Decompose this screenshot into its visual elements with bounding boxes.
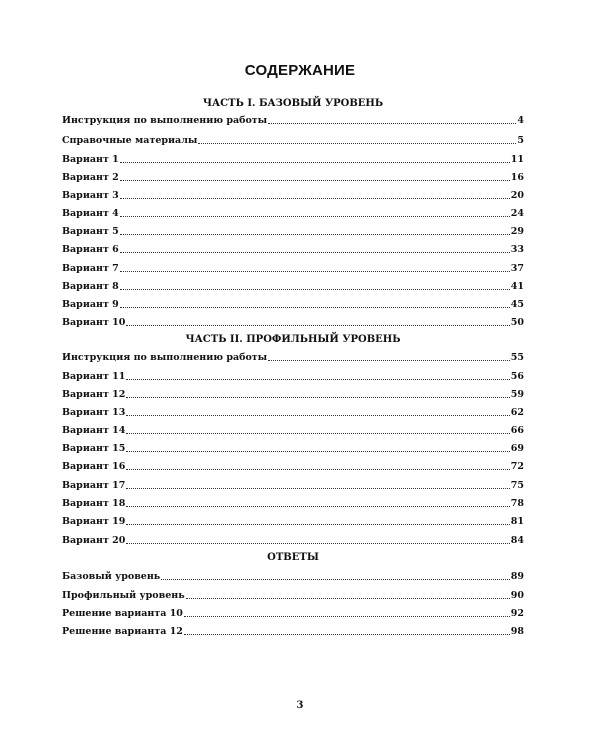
entry-label: Базовый уровень	[62, 571, 161, 582]
dot-leader	[184, 616, 510, 617]
entry-page: 66	[510, 425, 524, 436]
dot-leader	[186, 598, 510, 599]
section-heading-answers: ОТВЕТЫ	[267, 552, 319, 563]
toc-entry[interactable]	[62, 460, 524, 472]
entry-label: Вариант 17	[62, 480, 126, 491]
entry-label: Вариант 20	[62, 535, 126, 546]
dot-leader	[126, 488, 509, 489]
dot-leader	[120, 271, 510, 272]
entry-label: Вариант 2	[62, 172, 119, 183]
entry-label: Вариант 3	[62, 190, 119, 201]
entry-label: Решение варианта 10	[62, 608, 183, 619]
entry-page: 29	[510, 226, 524, 237]
dot-leader	[120, 180, 510, 181]
toc-entry[interactable]	[62, 114, 524, 126]
entry-page: 11	[510, 154, 524, 165]
toc-entry[interactable]	[62, 570, 524, 582]
dot-leader	[120, 216, 510, 217]
entry-page: 98	[510, 626, 524, 637]
toc-entry[interactable]	[62, 262, 524, 274]
toc-entry[interactable]	[62, 625, 524, 637]
toc-entry[interactable]	[62, 424, 524, 436]
toc-entry[interactable]	[62, 497, 524, 509]
dot-leader	[120, 162, 510, 163]
dot-leader	[120, 307, 510, 308]
dot-leader	[120, 289, 510, 290]
entry-label: Вариант 5	[62, 226, 119, 237]
entry-label: Вариант 18	[62, 498, 126, 509]
entry-label: Вариант 1	[62, 154, 119, 165]
dot-leader	[126, 433, 509, 434]
dot-leader	[126, 469, 509, 470]
dot-leader	[126, 415, 509, 416]
dot-leader	[126, 524, 509, 525]
entry-label: Вариант 14	[62, 425, 126, 436]
toc-entry[interactable]	[62, 280, 524, 292]
entry-label: Вариант 4	[62, 208, 119, 219]
dot-leader	[126, 543, 509, 544]
entry-page: 69	[510, 443, 524, 454]
entry-label: Вариант 11	[62, 371, 126, 382]
entry-page: 20	[510, 190, 524, 201]
entry-label: Вариант 8	[62, 281, 119, 292]
toc-entry[interactable]	[62, 225, 524, 237]
entry-page: 16	[510, 172, 524, 183]
toc-entry[interactable]	[62, 479, 524, 491]
entry-page: 84	[510, 535, 524, 546]
entry-page: 59	[510, 389, 524, 400]
toc-entry[interactable]	[62, 589, 524, 601]
entry-label: Вариант 12	[62, 389, 126, 400]
dot-leader	[198, 143, 516, 144]
entry-page: 56	[510, 371, 524, 382]
toc-entry[interactable]	[62, 298, 524, 310]
dot-leader	[120, 252, 510, 253]
toc-entry[interactable]	[62, 406, 524, 418]
entry-label: Вариант 9	[62, 299, 119, 310]
entry-label: Профильный уровень	[62, 590, 185, 601]
entry-label: Инструкция по выполнению работы	[62, 352, 268, 363]
entry-page: 75	[510, 480, 524, 491]
entry-label: Вариант 7	[62, 263, 119, 274]
entry-page: 81	[510, 516, 524, 527]
entry-page: 5	[517, 135, 524, 146]
dot-leader	[126, 397, 509, 398]
entry-label: Вариант 6	[62, 244, 119, 255]
dot-leader	[126, 325, 509, 326]
page-number: 3	[296, 700, 304, 711]
dot-leader	[120, 198, 510, 199]
entry-label: Вариант 13	[62, 407, 126, 418]
toc-entry[interactable]	[62, 207, 524, 219]
dot-leader	[184, 634, 510, 635]
entry-page: 41	[510, 281, 524, 292]
entry-page: 92	[510, 608, 524, 619]
entry-label: Справочные материалы	[62, 135, 198, 146]
entry-label: Решение варианта 12	[62, 626, 183, 637]
entry-label: Вариант 15	[62, 443, 126, 454]
dot-leader	[268, 360, 510, 361]
toc-entry[interactable]	[62, 388, 524, 400]
entry-page: 90	[510, 590, 524, 601]
toc-entry[interactable]	[62, 153, 524, 165]
entry-label: Инструкция по выполнению работы	[62, 115, 268, 126]
dot-leader	[268, 123, 516, 124]
toc-entry[interactable]	[62, 243, 524, 255]
section-heading-part1: ЧАСТЬ I. БАЗОВЫЙ УРОВЕНЬ	[202, 98, 384, 109]
entry-page: 72	[510, 461, 524, 472]
entry-label: Вариант 19	[62, 516, 126, 527]
entry-page: 89	[510, 571, 524, 582]
toc-title: СОДЕРЖАНИЕ	[244, 62, 356, 79]
toc-entry[interactable]	[62, 534, 524, 546]
dot-leader	[126, 451, 509, 452]
toc-entry[interactable]	[62, 607, 524, 619]
toc-entry[interactable]	[62, 351, 524, 363]
entry-page: 33	[510, 244, 524, 255]
entry-page: 45	[510, 299, 524, 310]
dot-leader	[161, 579, 510, 580]
toc-entry[interactable]	[62, 515, 524, 527]
toc-entry[interactable]	[62, 442, 524, 454]
dot-leader	[120, 234, 510, 235]
entry-label: Вариант 16	[62, 461, 126, 472]
entry-page: 78	[510, 498, 524, 509]
entry-page: 50	[510, 317, 524, 328]
toc-entry[interactable]	[62, 370, 524, 382]
toc-entry[interactable]	[62, 171, 524, 183]
toc-entry[interactable]	[62, 189, 524, 201]
toc-entry[interactable]	[62, 316, 524, 328]
entry-page: 24	[510, 208, 524, 219]
dot-leader	[126, 379, 509, 380]
entry-page: 62	[510, 407, 524, 418]
dot-leader	[126, 506, 509, 507]
entry-page: 55	[510, 352, 524, 363]
entry-page: 4	[517, 115, 524, 126]
section-heading-part2: ЧАСТЬ II. ПРОФИЛЬНЫЙ УРОВЕНЬ	[185, 334, 401, 345]
entry-label: Вариант 10	[62, 317, 126, 328]
toc-entry[interactable]	[62, 134, 524, 146]
entry-page: 37	[510, 263, 524, 274]
